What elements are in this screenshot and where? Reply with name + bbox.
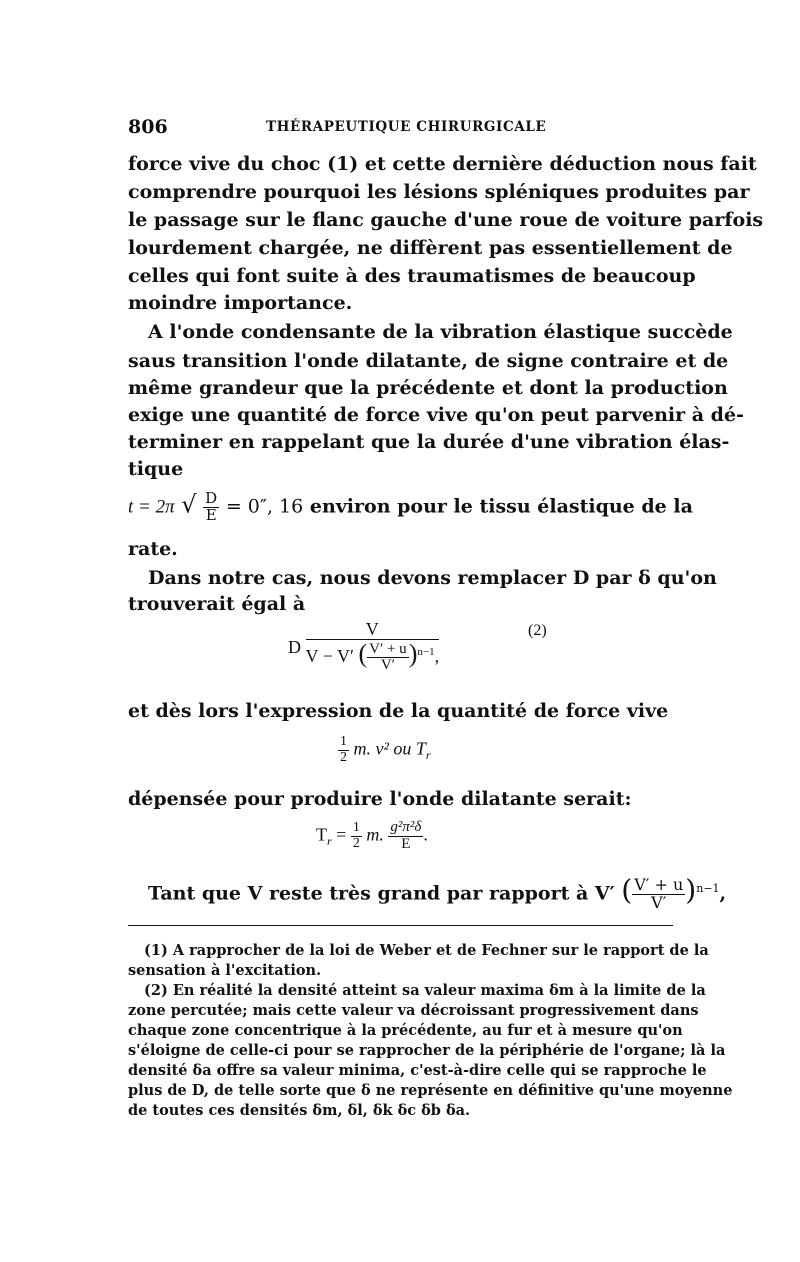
body-line: même grandeur que la précédente et dont la production — [128, 377, 728, 399]
formula4-den2: E — [401, 835, 411, 852]
formula-force-vive — [338, 735, 431, 765]
tant-inner-num: V′ + u — [634, 875, 684, 895]
running-title: THÉRAPEUTIQUE CHIRURGICALE — [266, 119, 547, 135]
formula1-rhs: = 0″, 16 — [225, 495, 304, 518]
body-line: lourdement chargée, ne diffèrent pas essentiellement de — [128, 237, 733, 259]
formula1-fraction — [203, 491, 219, 524]
rate-line: rate. — [128, 538, 178, 560]
footnote-line: zone percutée; mais cette valeur va décroissant progressivement dans — [128, 1002, 699, 1019]
formula1-num: D — [205, 489, 218, 507]
body-line: A l'onde condensante de la vibration élastique succède — [148, 321, 733, 343]
footnote-line: s'éloigne de celle-ci pour se rapprocher de la périphérie de l'organe; là la — [128, 1042, 726, 1059]
page-header — [128, 116, 673, 140]
formula2-inner-num: V′ + u — [369, 640, 407, 657]
paren-right-icon: ) — [408, 638, 418, 668]
tant-inner-den: V′ — [651, 892, 667, 912]
formula2-fraction — [306, 620, 440, 674]
formula4-eq: = — [336, 824, 347, 845]
formula3-num: 1 — [340, 734, 347, 749]
line-tant-que: Tant que V reste très grand par rapport à V′ ( $\frac{V' + u}{V'}$ )$^{n-1}$, — [148, 873, 727, 912]
formula4-m: m. — [366, 824, 384, 845]
footnote-line: (1) A rapprocher de la loi de Weber et de Fechner sur le rapport de la — [144, 942, 709, 959]
line-expression: et dès lors l'expression de la quantité de force vive — [128, 700, 669, 722]
body-line: terminer en rappelant que la durée d'une vibration élas- — [128, 431, 730, 453]
formula4-lhs: T — [316, 824, 327, 845]
body-line: comprendre pourquoi les lésions spléniques produites par — [128, 181, 750, 203]
equation-ref: (2) — [528, 622, 547, 639]
sqrt-icon: √ — [181, 490, 197, 519]
formula4-num: 1 — [352, 820, 360, 836]
body-line: tique — [128, 458, 184, 480]
formula-tr: $T_r$ = $\frac{1}{2}$ m. $\frac{\text{g²π²δ}}{E}$ . — [316, 819, 428, 852]
paren-left-icon: ( — [358, 638, 368, 668]
formula3-den: 2 — [340, 749, 347, 765]
formula1-den: E — [205, 505, 217, 524]
paren-right-icon-2: ) — [685, 873, 697, 907]
body-line: exige une quantité de force vive qu'on peut parvenir à dé- — [128, 404, 744, 426]
formula3-sub: r — [425, 747, 431, 762]
formula2-inner-den: V′ — [380, 657, 395, 674]
page-number: 806 — [128, 116, 168, 138]
formula1-tail: environ pour le tissu élastique de la — [309, 495, 693, 518]
para2-line-2: trouverait égal à — [128, 593, 306, 615]
body-line: saus transition l'onde dilatante, de signe contraire et de — [128, 350, 729, 372]
tant-exp: n−1 — [696, 882, 720, 895]
formula4-sub: r — [327, 833, 332, 848]
footnote-line: (2) En réalité la densité atteint sa valeur maxima δm à la limite de la — [144, 982, 706, 999]
footnote-rule — [128, 925, 673, 926]
formula2-num: V — [306, 620, 440, 640]
footnote-line: de toutes ces densités δm, δl, δk δc δb δa. — [128, 1102, 471, 1119]
formula2-lhs: D — [288, 636, 301, 657]
footnote-line: sensation à l'excitation. — [128, 962, 322, 979]
formula4-den: 2 — [352, 835, 360, 851]
body-line: force vive du choc (1) et cette dernière déduction nous fait — [128, 153, 757, 175]
formula1-lhs: t = 2π — [128, 496, 175, 518]
formula2-exp: n−1 — [417, 645, 435, 658]
body-line: moindre importance. — [128, 292, 353, 314]
footnote-line: densité δa offre sa valeur minima, c'est-à-dire celle qui se rapproche le — [128, 1062, 707, 1079]
para2-line-1: Dans notre cas, nous devons remplacer D par δ qu'on — [148, 567, 717, 589]
formula2-den-a: V − V′ — [305, 645, 354, 666]
line-depensee: dépensée pour produire l'onde dilatante serait: — [128, 788, 632, 810]
formula4-num2: g²π²δ — [390, 819, 422, 835]
footnote-line: plus de D, de telle sorte que δ ne représente en définitive qu'une moyenne — [128, 1082, 733, 1099]
tant-text: Tant que V reste très grand par rapport à V′ — [148, 882, 615, 905]
formula-vibration-duration — [128, 489, 693, 524]
paren-left-icon-2: ( — [621, 873, 633, 907]
formula2-den: V − V′ ( $\frac{V' + u}{V'}$ )$^{n-1}$, — [305, 638, 440, 674]
footnote-line: chaque zone concentrique à la précédente, au fur et à mesure qu'on — [128, 1022, 683, 1039]
body-line: celles qui font suite à des traumatismes de beaucoup — [128, 265, 696, 287]
body-line: le passage sur le flanc gauche d'une roue de voiture parfois — [128, 209, 764, 231]
formula3-text: m. v² ou T — [353, 738, 426, 759]
formula-density — [288, 620, 439, 674]
